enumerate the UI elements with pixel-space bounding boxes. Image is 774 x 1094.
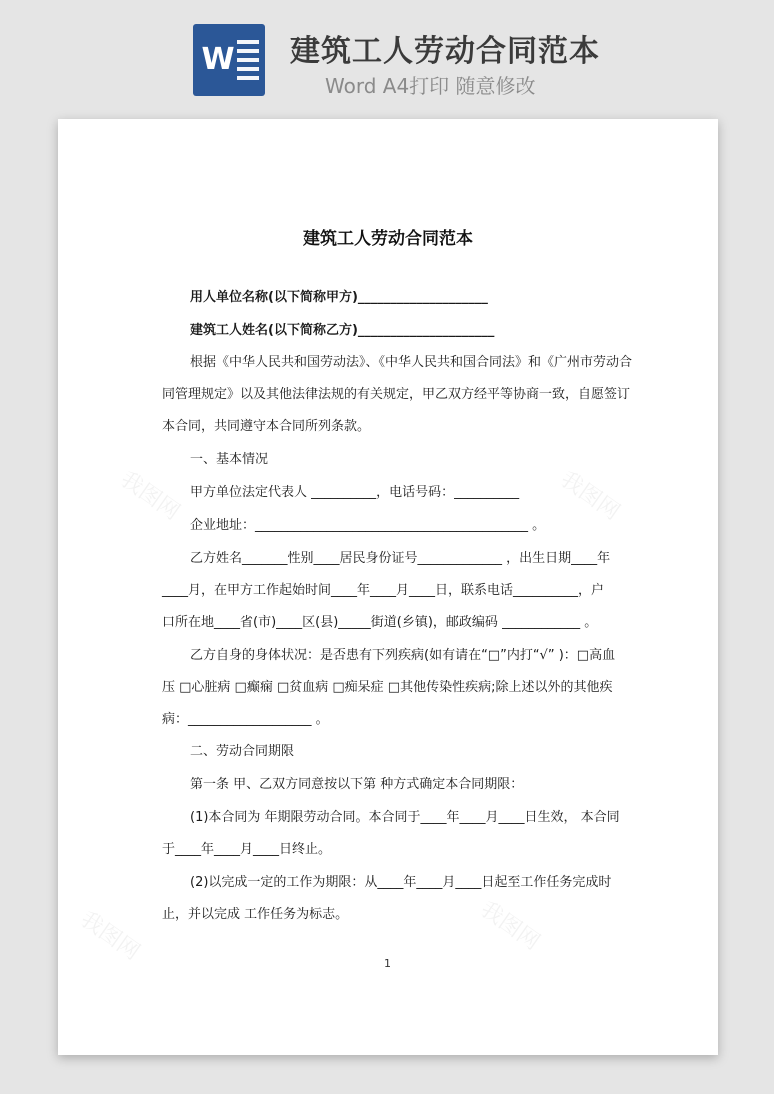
paragraph-line: 病：___________________ 。 <box>162 712 329 727</box>
paragraph-line: 本合同，共同遵守本合同所列条款。 <box>162 419 371 434</box>
employer-name-line: 用人单位名称(以下简称甲方)____________________ <box>190 290 488 305</box>
paragraph-line: 压 □心脏病 □癫痫 □贫血病 □痴呆症 □其他传染性疾病;除上述以外的其他疾 <box>162 680 613 695</box>
word-logo-lines <box>237 40 259 85</box>
page-number: 1 <box>384 957 391 970</box>
section-heading: 一、基本情况 <box>190 452 269 467</box>
watermark: 我图网 <box>475 896 545 956</box>
paragraph-line: 止，并以完成 工作任务为标志。 <box>162 907 349 922</box>
paragraph-line: 第一条 甲、乙双方同意按以下第 种方式确定本合同期限： <box>190 777 524 792</box>
paragraph-line: (2)以完成一定的工作为期限：从____年____月____日起至工作任务完成时 <box>190 875 612 890</box>
word-logo-letter: W <box>199 38 237 82</box>
banner-header <box>0 0 774 110</box>
word-icon <box>193 24 265 96</box>
paragraph-line: 乙方自身的身体状况：是否患有下列疾病(如有请在“□”内打“√” )：□高血 <box>190 648 616 663</box>
paragraph-line: 同管理规定》以及其他法律法规的有关规定，甲乙双方经平等协商一致，自愿签订 <box>162 387 631 402</box>
watermark: 我图网 <box>115 466 185 526</box>
paragraph-line: (1)本合同为 年期限劳动合同。本合同于____年____月____日生效， 本合同 <box>190 810 620 825</box>
paragraph-line: 根据《中华人民共和国劳动法》、《中华人民共和国合同法》和《广州市劳动合 <box>190 355 633 370</box>
paragraph-line: 口所在地____省(市)____区(县)_____街道(乡镇)，邮政编码 ____________ 。 <box>162 615 598 630</box>
paragraph-line: 企业地址：__________________________________________ 。 <box>190 518 546 533</box>
banner-title: 建筑工人劳动合同范本 <box>290 34 600 69</box>
section-heading: 二、劳动合同期限 <box>190 744 295 759</box>
paragraph-line: 于____年____月____日终止。 <box>162 842 332 857</box>
watermark: 我图网 <box>75 906 145 966</box>
paragraph-line: 甲方单位法定代表人 __________，电话号码：__________ <box>190 485 520 500</box>
banner-subtitle: Word A4打印 随意修改 <box>325 74 536 98</box>
document-title: 建筑工人劳动合同范本 <box>303 229 473 249</box>
document-page <box>58 119 718 1055</box>
paragraph-line: 乙方姓名_______性别____居民身份证号_____________ ，出生日期____年 <box>190 551 611 566</box>
watermark: 我图网 <box>555 466 625 526</box>
paragraph-line: ____月，在甲方工作起始时间____年____月____日，联系电话__________，户 <box>162 583 605 598</box>
worker-name-line: 建筑工人姓名(以下简称乙方)_____________________ <box>190 323 495 338</box>
